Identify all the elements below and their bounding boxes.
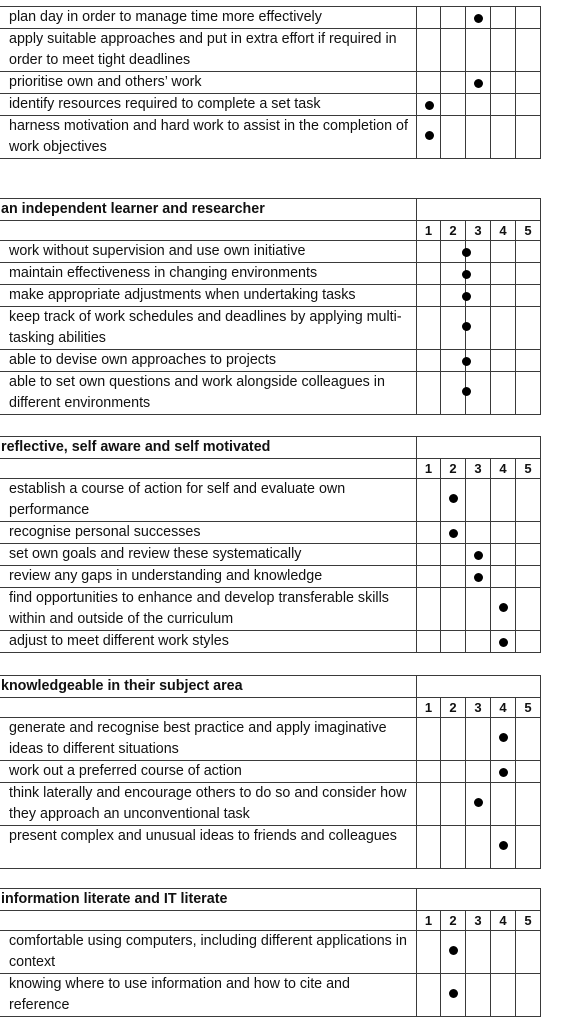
rating-cell-3[interactable] [466,631,491,653]
rating-mark [449,494,458,503]
rating-cell-4[interactable] [491,718,516,761]
scale-number-1: 1 [417,459,441,479]
table-row [0,974,541,1017]
rating-cell-5[interactable] [516,479,541,522]
rating-cell-5[interactable] [516,7,541,29]
scale-number-2: 2 [441,459,466,479]
scale-number-4: 4 [491,698,516,718]
item-text: find opportunities to enhance and develop transferable skills within and outside of the curriculum [0,588,417,631]
section-header [0,889,541,931]
rating-cell-2[interactable] [441,479,466,522]
rating-mark [474,79,483,88]
rating-cell-4[interactable] [491,522,516,544]
table-row [0,307,541,350]
item-text: work out a preferred course of action [0,761,417,783]
rating-cell-4[interactable] [491,116,516,159]
rating-mark [449,946,458,955]
item-text: comfortable using computers, including different applications in context [0,931,417,974]
table-row [0,931,541,974]
blank-cell [417,437,541,459]
rating-cell-3[interactable] [466,974,491,1017]
rating-cell-5[interactable] [516,263,541,285]
rating-cell-2[interactable] [441,116,466,159]
table-row [0,29,541,72]
rating-cell-1[interactable] [417,241,441,263]
rating-cell-3[interactable] [466,285,491,307]
table-row [0,263,541,285]
rating-cell-5[interactable] [516,544,541,566]
table-row [0,522,541,544]
item-text: generate and recognise best practice and apply imaginative ideas to different situations [0,718,417,761]
rating-cell-1[interactable] [417,307,441,350]
rating-cell-3[interactable] [466,241,491,263]
rating-cell-5[interactable] [516,718,541,761]
rating-cell-4[interactable] [491,350,516,372]
scale-number-5: 5 [516,459,541,479]
rating-cell-4[interactable] [491,29,516,72]
rating-cell-2[interactable] [441,544,466,566]
rating-cell-1[interactable] [417,566,441,588]
rating-cell-2[interactable] [441,718,466,761]
scale-number-3: 3 [466,911,491,931]
table-body [0,931,541,1017]
rating-cell-2[interactable] [441,285,466,307]
scale-number-1: 1 [417,698,441,718]
rating-cell-2[interactable] [441,931,466,974]
scale-number-1: 1 [417,221,441,241]
rating-mark [474,14,483,23]
rating-mark [449,989,458,998]
table-row [0,72,541,94]
rating-cell-4[interactable] [491,307,516,350]
rating-cell-2[interactable] [441,307,466,350]
rating-cell-5[interactable] [516,29,541,72]
rating-mark [499,768,508,777]
rating-mark [499,733,508,742]
rating-cell-1[interactable] [417,263,441,285]
rating-cell-5[interactable] [516,783,541,826]
rating-cell-3[interactable] [466,522,491,544]
section-title: reflective, self aware and self motivated [0,437,417,459]
section-independent-learner [0,198,541,415]
rating-mark [449,529,458,538]
rating-cell-2[interactable] [441,72,466,94]
rating-cell-2[interactable] [441,29,466,72]
rating-cell-3[interactable] [466,350,491,372]
rating-cell-1[interactable] [417,931,441,974]
table-row [0,350,541,372]
table-row [0,241,541,263]
rating-cell-5[interactable] [516,94,541,116]
scale-number-5: 5 [516,221,541,241]
section-reflective [0,436,541,653]
rating-cell-4[interactable] [491,566,516,588]
rating-mark [499,841,508,850]
table-row [0,718,541,761]
rating-cell-4[interactable] [491,94,516,116]
rating-cell-1[interactable] [417,372,441,415]
rating-mark [425,131,434,140]
rating-cell-3[interactable] [466,826,491,869]
rating-cell-3[interactable] [466,7,491,29]
blank-cell [0,459,417,479]
section-header [0,676,541,718]
rating-cell-3[interactable] [466,29,491,72]
rating-cell-3[interactable] [466,931,491,974]
rating-cell-4[interactable] [491,631,516,653]
rating-cell-1[interactable] [417,631,441,653]
scale-number-4: 4 [491,221,516,241]
rating-cell-4[interactable] [491,372,516,415]
section-header [0,437,541,479]
rating-cell-1[interactable] [417,588,441,631]
scale-number-3: 3 [466,221,491,241]
rating-cell-5[interactable] [516,307,541,350]
rating-cell-3[interactable] [466,588,491,631]
rating-cell-1[interactable] [417,350,441,372]
table-row [0,116,541,159]
rating-cell-5[interactable] [516,631,541,653]
rating-cell-4[interactable] [491,826,516,869]
item-text: plan day in order to manage time more effectively [0,7,417,29]
item-text: present complex and unusual ideas to friends and colleagues [0,826,417,869]
rating-cell-1[interactable] [417,285,441,307]
scale-number-5: 5 [516,911,541,931]
item-text: identify resources required to complete a set task [0,94,417,116]
rating-cell-5[interactable] [516,372,541,415]
table-body [0,718,541,869]
table-row [0,783,541,826]
rating-cell-4[interactable] [491,544,516,566]
rating-cell-2[interactable] [441,7,466,29]
item-text: set own goals and review these systematically [0,544,417,566]
rating-cell-2[interactable] [441,974,466,1017]
scale-number-4: 4 [491,911,516,931]
item-text: make appropriate adjustments when undertaking tasks [0,285,417,307]
rating-cell-5[interactable] [516,241,541,263]
rating-cell-5[interactable] [516,285,541,307]
rating-cell-3[interactable] [466,116,491,159]
rating-cell-5[interactable] [516,522,541,544]
blank-cell [0,698,417,718]
rating-cell-2[interactable] [441,588,466,631]
scale-number-5: 5 [516,698,541,718]
rating-cell-1[interactable] [417,544,441,566]
rating-cell-4[interactable] [491,931,516,974]
rating-cell-2[interactable] [441,783,466,826]
rating-mark [425,101,434,110]
rating-cell-4[interactable] [491,7,516,29]
table-row [0,566,541,588]
rating-cell-5[interactable] [516,588,541,631]
section-title: information literate and IT literate [0,889,417,911]
scale-number-3: 3 [466,698,491,718]
table-row [0,285,541,307]
item-text: maintain effectiveness in changing environments [0,263,417,285]
rating-mark [474,573,483,582]
table-row [0,544,541,566]
blank-cell [0,221,417,241]
rating-mark [499,603,508,612]
rating-cell-3[interactable] [466,783,491,826]
rating-cell-4[interactable] [491,241,516,263]
rating-cell-1[interactable] [417,974,441,1017]
item-text: able to set own questions and work alongside colleagues in different environments [0,372,417,415]
rating-cell-4[interactable] [491,761,516,783]
item-text: apply suitable approaches and put in extra effort if required in order to meet tight deadlines [0,29,417,72]
item-text: think laterally and encourage others to do so and consider how they approach an unconventional task [0,783,417,826]
rating-cell-5[interactable] [516,974,541,1017]
rating-cell-2[interactable] [441,631,466,653]
item-text: work without supervision and use own initiative [0,241,417,263]
rating-cell-2[interactable] [441,350,466,372]
scale-number-2: 2 [441,698,466,718]
rating-cell-5[interactable] [516,566,541,588]
rating-cell-1[interactable] [417,479,441,522]
table-row [0,94,541,116]
scale-number-4: 4 [491,459,516,479]
section-title: an independent learner and researcher [0,199,417,221]
rating-cell-5[interactable] [516,761,541,783]
rating-cell-1[interactable] [417,718,441,761]
item-text: review any gaps in understanding and knowledge [0,566,417,588]
rating-mark [474,551,483,560]
rating-cell-3[interactable] [466,544,491,566]
section-information-literate [0,888,541,1017]
rating-cell-4[interactable] [491,72,516,94]
rating-cell-3[interactable] [466,72,491,94]
rating-cell-2[interactable] [441,566,466,588]
rating-mark [474,798,483,807]
rating-cell-5[interactable] [516,931,541,974]
item-text: adjust to meet different work styles [0,631,417,653]
rating-cell-5[interactable] [516,72,541,94]
scale-number-2: 2 [441,911,466,931]
rating-cell-4[interactable] [491,588,516,631]
table-row [0,479,541,522]
blank-cell [417,199,541,221]
rating-cell-3[interactable] [466,718,491,761]
item-text: knowing where to use information and how to cite and reference [0,974,417,1017]
scale-number-1: 1 [417,911,441,931]
item-text: recognise personal successes [0,522,417,544]
rating-cell-1[interactable] [417,522,441,544]
rating-cell-4[interactable] [491,263,516,285]
item-text: keep track of work schedules and deadlines by applying multi-tasking abilities [0,307,417,350]
rating-cell-5[interactable] [516,116,541,159]
rating-cell-1[interactable] [417,116,441,159]
scale-number-3: 3 [466,459,491,479]
rating-cell-1[interactable] [417,7,441,29]
rating-cell-3[interactable] [466,263,491,285]
item-text: prioritise own and others’ work [0,72,417,94]
section-header [0,199,541,241]
table-body [0,241,541,415]
rating-cell-4[interactable] [491,285,516,307]
rating-cell-4[interactable] [491,974,516,1017]
rating-cell-1[interactable] [417,761,441,783]
table-row [0,7,541,29]
table-row [0,588,541,631]
rating-cell-1[interactable] [417,94,441,116]
item-text: harness motivation and hard work to assist in the completion of work objectives [0,116,417,159]
rating-cell-3[interactable] [466,307,491,350]
rating-cell-3[interactable] [466,761,491,783]
item-text: able to devise own approaches to projects [0,350,417,372]
rating-cell-1[interactable] [417,72,441,94]
blank-cell [417,676,541,698]
item-text: establish a course of action for self and evaluate own performance [0,479,417,522]
table-row [0,631,541,653]
rating-cell-2[interactable] [441,761,466,783]
rating-cell-2[interactable] [441,94,466,116]
rating-cell-3[interactable] [466,566,491,588]
rating-cell-5[interactable] [516,350,541,372]
table-row [0,826,541,869]
rating-cell-2[interactable] [441,241,466,263]
blank-cell [0,911,417,931]
blank-cell [417,889,541,911]
rating-cell-2[interactable] [441,826,466,869]
section-title: knowledgeable in their subject area [0,676,417,698]
rating-cell-3[interactable] [466,372,491,415]
rating-cell-1[interactable] [417,29,441,72]
rating-cell-5[interactable] [516,826,541,869]
rating-cell-1[interactable] [417,783,441,826]
rating-cell-2[interactable] [441,522,466,544]
rating-cell-2[interactable] [441,372,466,415]
table-row [0,372,541,415]
rating-cell-2[interactable] [441,263,466,285]
table-body [0,479,541,653]
rating-cell-1[interactable] [417,826,441,869]
table-body [0,7,541,159]
section-knowledgeable [0,675,541,869]
skills-table-continued [0,6,541,159]
scale-number-2: 2 [441,221,466,241]
rating-cell-4[interactable] [491,479,516,522]
rating-cell-3[interactable] [466,94,491,116]
table-row [0,761,541,783]
rating-cell-4[interactable] [491,783,516,826]
rating-mark [499,638,508,647]
rating-cell-3[interactable] [466,479,491,522]
